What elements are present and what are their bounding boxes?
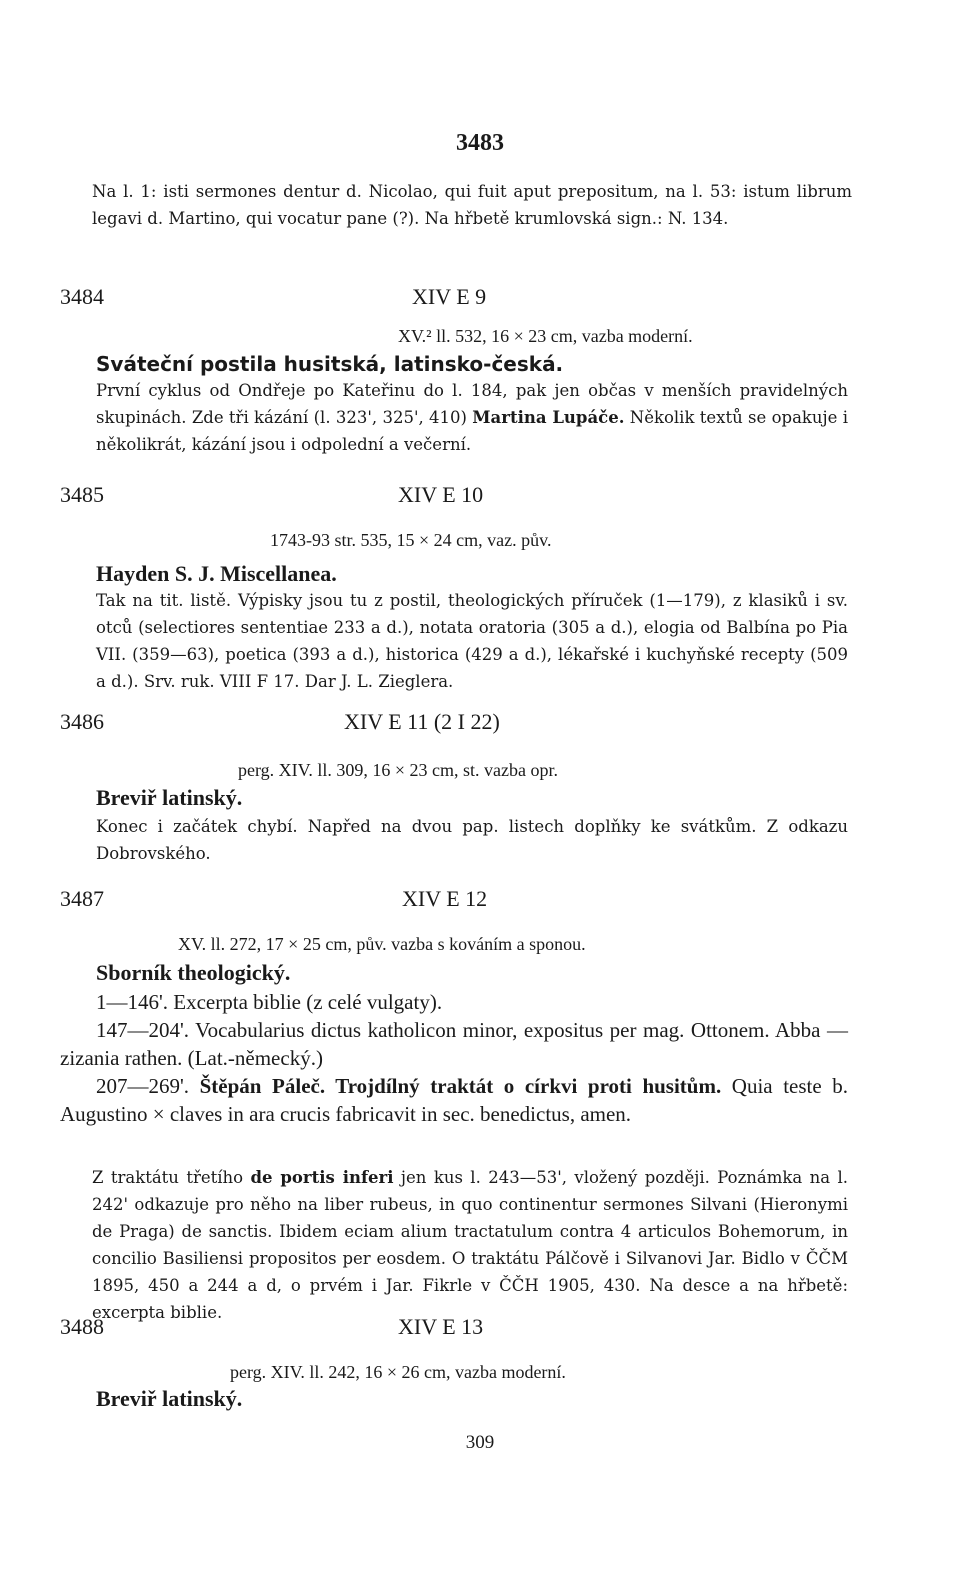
entry-signature-3484: XIV E 9 (412, 284, 487, 309)
entry-content-line-3-incipit: Quia teste b. Augustino × claves in ara crucis fabricavit in sec. benedictus, amen. (60, 1074, 848, 1126)
entry-text-3484-a: První cyklus od Ondřeje po Kateřinu do l. 184, pak jen občas v menších pravidelných skupinách. Zde tři kázání (l. 323', 325', 410) (96, 381, 848, 427)
entry-number-3486: 3486 (60, 709, 104, 734)
entry-physical-3485: 1743-93 str. 535, 15 × 24 cm, vaz. pův. (270, 530, 552, 550)
page-number: 309 (465, 1432, 495, 1453)
entry-physical-3486: perg. XIV. ll. 309, 16 × 23 cm, st. vazba opr. (238, 760, 558, 780)
entry-physical-3487: XV. ll. 272, 17 × 25 cm, pův. vazba s kováním a sponou. (178, 934, 586, 954)
entry-number-3484: 3484 (60, 284, 104, 309)
entry-title-3488: Breviř latinský. (96, 1386, 243, 1411)
entry-note-3487-bold: de portis inferi (250, 1168, 394, 1187)
entry-signature-3485: XIV E 10 (398, 482, 484, 507)
entry-note-3487-a: Z traktátu třetího (92, 1168, 251, 1187)
entry-content-line-3-folio: 207—269'. (96, 1074, 200, 1098)
entry-content-line-3-title: Štěpán Páleč. Trojdílný traktát o církvi proti husitům. (199, 1074, 722, 1098)
entry-3483-text: Na l. 1: isti sermones dentur d. Nicolao, qui fuit aput prepositum, na l. 53: istum librum legavi d. Martino, qui vocatur pane (?). Na hřbetě krumlovská sign.: N. 134. (92, 182, 852, 228)
entry-number-3487: 3487 (60, 886, 104, 911)
entry-title-3484: Sváteční postila husitská, latinsko-česká. (96, 352, 564, 376)
entry-title-3485: Hayden S. J. Miscellanea. (96, 561, 337, 586)
entry-content-line-3 (60, 1072, 848, 1128)
entry-text-3486: Konec i začátek chybí. Napřed na dvou pap. listech doplňky ke svátkům. Z odkazu Dobrovského. (96, 817, 848, 863)
entry-signature-3486: XIV E 11 (2 I 22) (344, 709, 500, 734)
entry-signature-3488: XIV E 13 (398, 1314, 484, 1339)
entry-text-3484-author: Martina Lupáče. (472, 408, 625, 427)
entry-title-3487: Sborník theologický. (96, 960, 291, 985)
entry-content-line-2: 147—204'. Vocabularius dictus katholicon minor, expositus per mag. Ottonem. Abba — zizania rathen. (Lat.-německý.) (60, 1018, 848, 1070)
entry-number-3488: 3488 (60, 1314, 104, 1339)
entry-signature-3487: XIV E 12 (402, 886, 488, 911)
entry-text-3484 (96, 377, 848, 458)
entry-text-3484-b: Několik textů se opakuje i několikrát, kázání jsou i odpolední a večerní. (96, 408, 848, 454)
entry-physical-3484: XV.² ll. 532, 16 × 23 cm, vazba moderní. (398, 326, 693, 346)
entry-physical-3488: perg. XIV. ll. 242, 16 × 26 cm, vazba moderní. (230, 1362, 566, 1382)
entry-number-3485: 3485 (60, 482, 104, 507)
entry-note-3487-b: jen kus l. 243—53', vložený později. Poznámka na l. 242' odkazuje pro něho na liber rubeus, in quo continentur sermones Silvani (Hieronymi de Praga) de sanctis. Ibidem eciam alium tractatulum contra 4 articulos Bohemorum, in concilio Basiliensi propositos per eosdem. O traktátu Pálčově i Silvanovi Jar. Bidlo v ČČM 1895, 450 a 244 a d, o prvém i Jar. Fikrle v ČČH 1905, 430. Na desce a na hřbetě: excerpta biblie. (92, 1168, 849, 1322)
entry-title-3486: Breviř latinský. (96, 785, 243, 810)
entry-text-3485: Tak na tit. listě. Výpisky jsou tu z postil, theologických příruček (1—179), z klasiků i sv. otců (selectiores sententiae 233 a d.), notata oratoria (305 a d.), elogia od Balbína po Pia VII. (359—63), poetica (393 a d.), historica (429 a d.), lékařské i kuchyňské recepty (509 a d.). Srv. ruk. VIII F 17. Dar J. L. Zieglera. (96, 591, 848, 691)
entry-content-line-1: 1—146'. Excerpta biblie (z celé vulgaty). (96, 990, 443, 1014)
entry-note-3487 (92, 1164, 848, 1326)
page-header-number: 3483 (456, 130, 504, 156)
